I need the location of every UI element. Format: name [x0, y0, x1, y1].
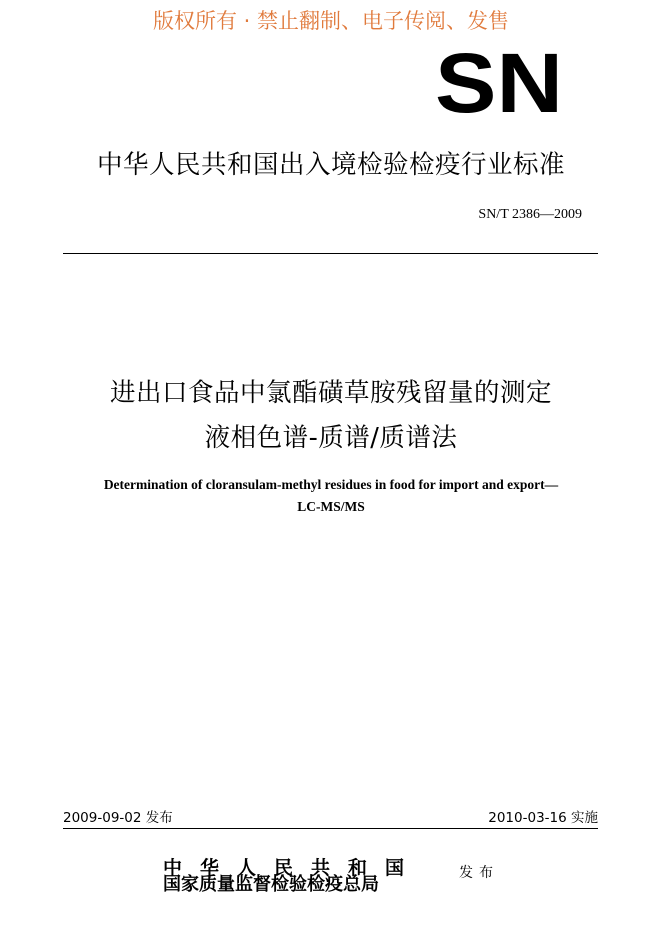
title-line-1: 进出口食品中氯酯磺草胺残留量的测定 — [109, 378, 552, 408]
implementation-date: 2010-03-16 实施 — [488, 810, 598, 826]
english-title-line-1: Determination of cloransulam-methyl residues in food for import and export— — [103, 477, 559, 492]
standard-organization: 中华人民共和国出入境检验检疫行业标准 — [96, 150, 565, 180]
standard-code: SN/T 2386—2009 — [478, 207, 582, 222]
top-divider — [63, 253, 598, 254]
issue-date: 2009-09-02 发布 — [63, 810, 173, 826]
bottom-divider — [63, 828, 598, 829]
sn-logo-text: SN — [435, 48, 563, 118]
title-line-2: 液相色谱-质谱/质谱法 — [204, 423, 458, 453]
copyright-notice: 版权所有 · 禁止翻制、电子传阅、发售 — [152, 9, 510, 33]
english-title-line-2: LC-MS/MS — [297, 499, 365, 514]
publisher-line-1: 中华人民共和国 — [163, 857, 423, 879]
sn-logo — [434, 48, 564, 118]
publish-label: 发布 — [459, 865, 499, 881]
publisher-line-2: 国家质量监督检验检疫总局 — [163, 874, 379, 895]
